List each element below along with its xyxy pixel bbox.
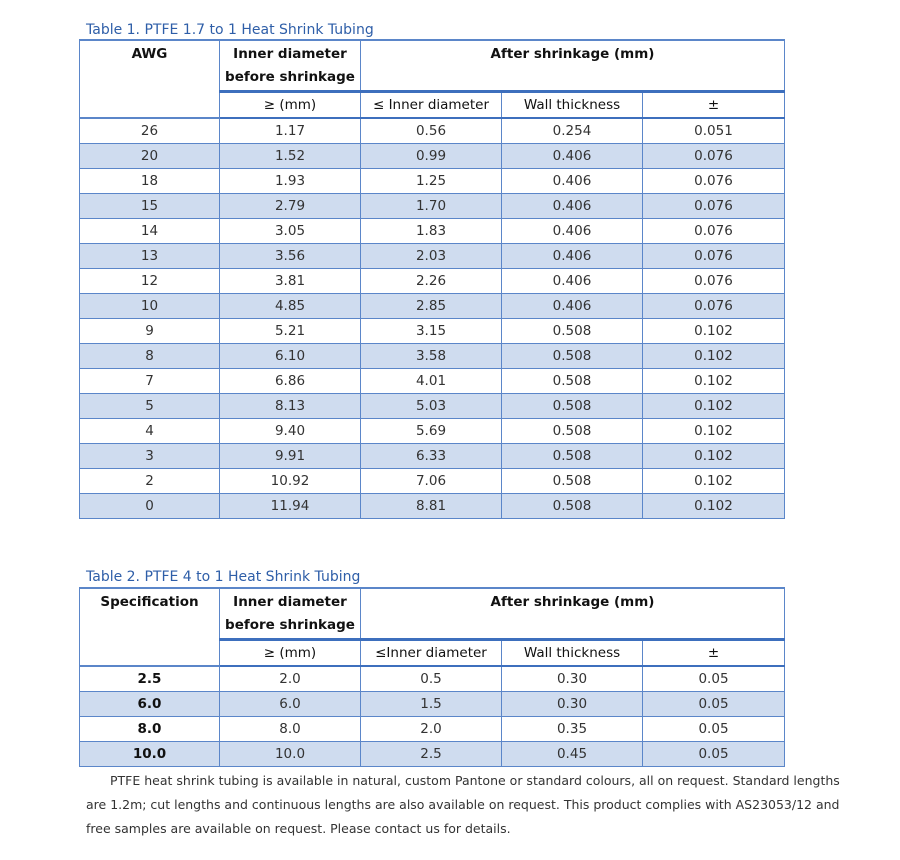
table-cell: 0.406 — [502, 169, 643, 194]
table-cell: 2.79 — [220, 194, 361, 219]
table-cell: 0.102 — [643, 369, 785, 394]
table-row — [80, 494, 785, 519]
table-cell: 2.0 — [220, 666, 361, 692]
table-cell: 14 — [80, 219, 220, 244]
table-cell: 18 — [80, 169, 220, 194]
table2-header-inner-line1: Inner diameter — [233, 594, 347, 610]
table-cell: 4 — [80, 419, 220, 444]
table1-subheader-unit: ≥ (mm) — [220, 92, 361, 119]
table-cell: 10.0 — [80, 742, 220, 767]
table-row — [80, 169, 785, 194]
table2-subheader-tolerance: ± — [643, 640, 785, 667]
table-cell: 15 — [80, 194, 220, 219]
table-cell: 5.69 — [361, 419, 502, 444]
table-cell: 1.52 — [220, 144, 361, 169]
table2-header-specification — [80, 588, 220, 666]
table-cell: 10.0 — [220, 742, 361, 767]
table2-caption: Table 2. PTFE 4 to 1 Heat Shrink Tubing — [86, 569, 361, 585]
table-cell: 6.33 — [361, 444, 502, 469]
table1-caption: Table 1. PTFE 1.7 to 1 Heat Shrink Tubing — [86, 22, 374, 38]
table-cell: 2.03 — [361, 244, 502, 269]
table-cell: 1.83 — [361, 219, 502, 244]
table-cell: 0.406 — [502, 244, 643, 269]
table-cell: 12 — [80, 269, 220, 294]
table1-header-inner-line1: Inner diameter — [233, 46, 347, 62]
table-row — [80, 319, 785, 344]
table-cell: 0.05 — [643, 666, 785, 692]
table-cell: 0.05 — [643, 692, 785, 717]
table-cell: 0 — [80, 494, 220, 519]
table-row — [80, 194, 785, 219]
table-cell: 0.406 — [502, 194, 643, 219]
table-cell: 0.102 — [643, 469, 785, 494]
table-cell: 0.254 — [502, 118, 643, 144]
table-cell: 1.70 — [361, 194, 502, 219]
table-cell: 5.21 — [220, 319, 361, 344]
table-cell: 1.93 — [220, 169, 361, 194]
table-cell: 8.0 — [80, 717, 220, 742]
table-cell: 4.01 — [361, 369, 502, 394]
table-cell: 3.15 — [361, 319, 502, 344]
availability-note — [86, 769, 846, 841]
table-cell: 0.102 — [643, 394, 785, 419]
table-cell: 8.81 — [361, 494, 502, 519]
table-cell: 6.86 — [220, 369, 361, 394]
table-cell: 0.076 — [643, 144, 785, 169]
table-cell: 0.406 — [502, 144, 643, 169]
table-row — [80, 144, 785, 169]
table-row — [80, 244, 785, 269]
table-cell: 0.45 — [502, 742, 643, 767]
table-cell: 1.17 — [220, 118, 361, 144]
table-cell: 0.406 — [502, 269, 643, 294]
table-cell: 0.5 — [361, 666, 502, 692]
table-cell: 0.508 — [502, 469, 643, 494]
table-cell: 2.26 — [361, 269, 502, 294]
table-cell: 0.102 — [643, 319, 785, 344]
table-cell: 9.40 — [220, 419, 361, 444]
note-text: PTFE heat shrink tubing is available in natural, custom Pantone or standard colours, all on request. Standard lengths are 1.2m; cut lengths and continuous lengths are also available on request. This product complies with AS23053/12 and free samples are available on request. Please contact us for details. — [86, 773, 840, 836]
table-row — [80, 369, 785, 394]
table-cell: 9.91 — [220, 444, 361, 469]
table-cell: 0.05 — [643, 742, 785, 767]
table-cell: 0.508 — [502, 444, 643, 469]
table1-subheader-wall: Wall thickness — [502, 92, 643, 119]
table-row — [80, 344, 785, 369]
table-cell: 13 — [80, 244, 220, 269]
table-cell: 0.56 — [361, 118, 502, 144]
table2-subheader-inner: ≤Inner diameter — [361, 640, 502, 667]
table-cell: 3.58 — [361, 344, 502, 369]
table1 — [79, 39, 785, 519]
table-cell: 20 — [80, 144, 220, 169]
table-cell: 0.508 — [502, 394, 643, 419]
table-cell: 8 — [80, 344, 220, 369]
table2-header-specification-label: Specification — [100, 594, 199, 610]
table-row — [80, 742, 785, 767]
table-cell: 0.102 — [643, 494, 785, 519]
table-cell: 0.076 — [643, 169, 785, 194]
table2-subheader-wall: Wall thickness — [502, 640, 643, 667]
table1-header-inner-line2: before shrinkage — [225, 69, 355, 85]
table-cell: 5 — [80, 394, 220, 419]
table-cell: 0.30 — [502, 692, 643, 717]
table-cell: 6.10 — [220, 344, 361, 369]
table-cell: 0.508 — [502, 344, 643, 369]
table-cell: 3.05 — [220, 219, 361, 244]
table1-header-awg-label: AWG — [131, 46, 168, 62]
table-row — [80, 294, 785, 319]
table-row — [80, 666, 785, 692]
table1-body — [80, 40, 785, 519]
table-cell: 1.25 — [361, 169, 502, 194]
table-cell: 8.0 — [220, 717, 361, 742]
table-cell: 2 — [80, 469, 220, 494]
table-cell: 0.05 — [643, 717, 785, 742]
table1-header-awg — [80, 40, 220, 118]
table-cell: 9 — [80, 319, 220, 344]
table-cell: 6.0 — [80, 692, 220, 717]
table-cell: 1.5 — [361, 692, 502, 717]
table-cell: 0.99 — [361, 144, 502, 169]
table-cell: 5.03 — [361, 394, 502, 419]
table-cell: 0.076 — [643, 244, 785, 269]
table1-header-after-shrinkage: After shrinkage (mm) — [361, 40, 785, 92]
table-row — [80, 717, 785, 742]
table-cell: 4.85 — [220, 294, 361, 319]
table-cell: 0.076 — [643, 194, 785, 219]
table-cell: 0.076 — [643, 219, 785, 244]
table-row — [80, 269, 785, 294]
table-row — [80, 692, 785, 717]
table-cell: 3 — [80, 444, 220, 469]
table-cell: 0.051 — [643, 118, 785, 144]
table1-subheader-tolerance: ± — [643, 92, 785, 119]
table-cell: 8.13 — [220, 394, 361, 419]
table-row — [80, 394, 785, 419]
table-cell: 0.508 — [502, 319, 643, 344]
table-cell: 0.35 — [502, 717, 643, 742]
table2 — [79, 587, 785, 767]
table2-header-after-shrinkage: After shrinkage (mm) — [361, 588, 785, 640]
table-cell: 0.508 — [502, 419, 643, 444]
table-cell: 0.508 — [502, 369, 643, 394]
table-cell: 0.508 — [502, 494, 643, 519]
table-cell: 0.102 — [643, 344, 785, 369]
table-cell: 3.81 — [220, 269, 361, 294]
table2-header-inner-diameter — [220, 588, 361, 640]
table2-body — [80, 588, 785, 767]
table-row — [80, 469, 785, 494]
table-cell: 11.94 — [220, 494, 361, 519]
table-cell: 0.406 — [502, 294, 643, 319]
table-cell: 0.406 — [502, 219, 643, 244]
table-cell: 0.30 — [502, 666, 643, 692]
table-cell: 0.076 — [643, 294, 785, 319]
table-row — [80, 219, 785, 244]
table-cell: 7 — [80, 369, 220, 394]
table-cell: 2.85 — [361, 294, 502, 319]
table-row — [80, 118, 785, 144]
table-cell: 0.102 — [643, 444, 785, 469]
table-row — [80, 419, 785, 444]
table-cell: 2.0 — [361, 717, 502, 742]
table-cell: 10.92 — [220, 469, 361, 494]
table1-header-inner-diameter — [220, 40, 361, 92]
table2-header-inner-line2: before shrinkage — [225, 617, 355, 633]
table1-subheader-inner: ≤ Inner diameter — [361, 92, 502, 119]
table-row — [80, 444, 785, 469]
table-cell: 3.56 — [220, 244, 361, 269]
table-cell: 0.076 — [643, 269, 785, 294]
table-cell: 2.5 — [80, 666, 220, 692]
table-cell: 0.102 — [643, 419, 785, 444]
table-cell: 6.0 — [220, 692, 361, 717]
table2-subheader-unit: ≥ (mm) — [220, 640, 361, 667]
table-cell: 10 — [80, 294, 220, 319]
table-cell: 7.06 — [361, 469, 502, 494]
table-cell: 2.5 — [361, 742, 502, 767]
table-cell: 26 — [80, 118, 220, 144]
